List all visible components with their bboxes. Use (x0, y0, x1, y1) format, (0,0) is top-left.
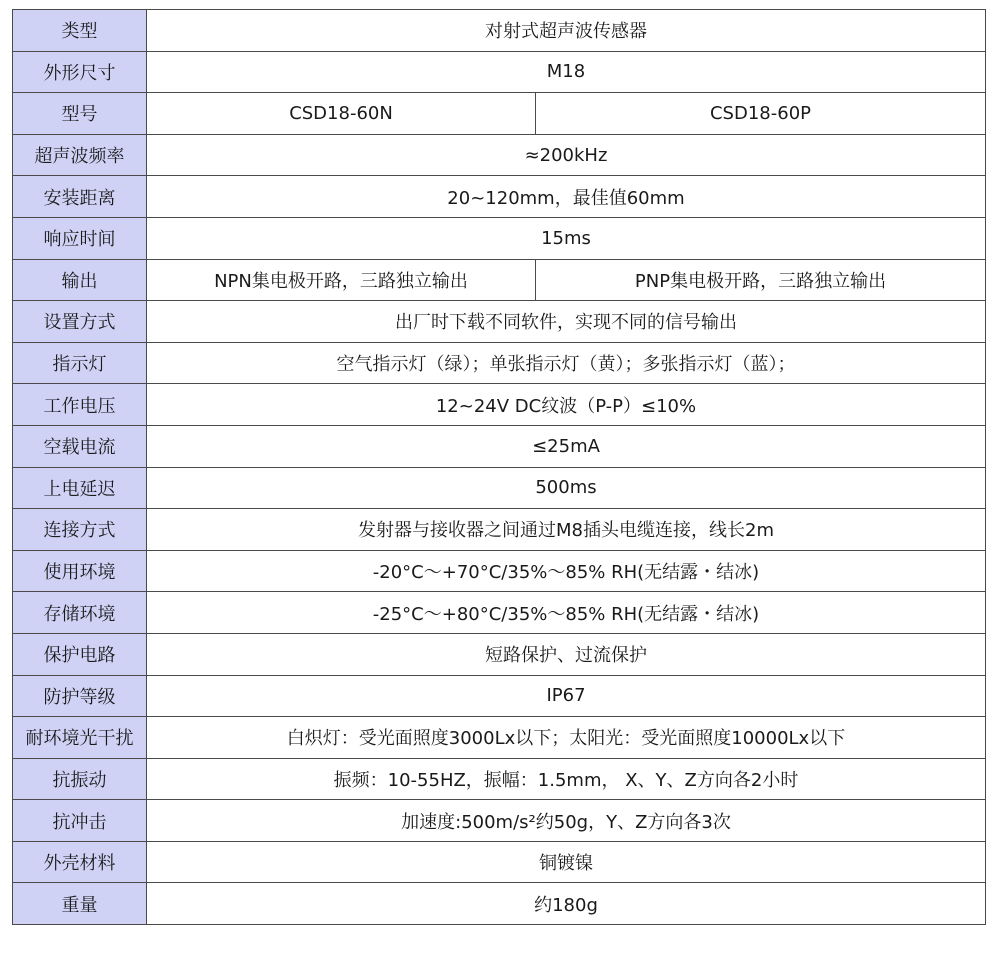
table-row (13, 758, 986, 800)
table-row (13, 841, 986, 883)
spec-value: M18 (147, 51, 986, 93)
spec-value: CSD18-60N (147, 93, 536, 135)
table-row (13, 633, 986, 675)
spec-value: CSD18-60P (536, 93, 986, 135)
spec-label: 保护电路 (13, 633, 147, 675)
spec-value: 加速度:500m/s²约50g，Y、Z方向各3次 (147, 800, 986, 842)
spec-label: 外形尺寸 (13, 51, 147, 93)
table-row (13, 301, 986, 343)
spec-value: 铜镀镍 (147, 841, 986, 883)
spec-label: 型号 (13, 93, 147, 135)
spec-value: ≤25mA (147, 425, 986, 467)
table-row (13, 800, 986, 842)
spec-label: 安装距离 (13, 176, 147, 218)
spec-label: 耐环境光干扰 (13, 717, 147, 759)
spec-label: 输出 (13, 259, 147, 301)
spec-value: PNP集电极开路，三路独立输出 (536, 259, 986, 301)
spec-value: 15ms (147, 217, 986, 259)
spec-value: 20~120mm，最佳值60mm (147, 176, 986, 218)
spec-label: 重量 (13, 883, 147, 925)
table-row (13, 342, 986, 384)
table-row (13, 717, 986, 759)
spec-table-body (13, 10, 986, 925)
spec-label: 超声波频率 (13, 134, 147, 176)
table-row (13, 217, 986, 259)
table-row (13, 259, 986, 301)
spec-value: NPN集电极开路，三路独立输出 (147, 259, 536, 301)
spec-value: 500ms (147, 467, 986, 509)
spec-table (12, 9, 986, 925)
spec-value: ≈200kHz (147, 134, 986, 176)
spec-label: 指示灯 (13, 342, 147, 384)
spec-value: 白炽灯：受光面照度3000Lx以下；太阳光：受光面照度10000Lx以下 (147, 717, 986, 759)
table-row (13, 176, 986, 218)
spec-label: 抗振动 (13, 758, 147, 800)
table-row (13, 883, 986, 925)
spec-value: -20°C～+70°C/35%～85% RH(无结露・结冰) (147, 550, 986, 592)
spec-value: 出厂时下载不同软件，实现不同的信号输出 (147, 301, 986, 343)
table-row (13, 550, 986, 592)
spec-label: 上电延迟 (13, 467, 147, 509)
spec-label: 外壳材料 (13, 841, 147, 883)
spec-value: 短路保护、过流保护 (147, 633, 986, 675)
table-row (13, 592, 986, 634)
table-row (13, 10, 986, 52)
table-row (13, 93, 986, 135)
table-row (13, 467, 986, 509)
spec-label: 连接方式 (13, 509, 147, 551)
spec-value: 对射式超声波传感器 (147, 10, 986, 52)
table-row (13, 51, 986, 93)
spec-value: -25°C～+80°C/35%～85% RH(无结露・结冰) (147, 592, 986, 634)
spec-label: 抗冲击 (13, 800, 147, 842)
spec-label: 存储环境 (13, 592, 147, 634)
spec-value: 发射器与接收器之间通过M8插头电缆连接，线长2m (147, 509, 986, 551)
spec-label: 响应时间 (13, 217, 147, 259)
spec-label: 工作电压 (13, 384, 147, 426)
table-row (13, 675, 986, 717)
spec-label: 类型 (13, 10, 147, 52)
spec-value: 12~24V DC纹波（P-P）≤10% (147, 384, 986, 426)
table-row (13, 425, 986, 467)
table-row (13, 509, 986, 551)
table-row (13, 134, 986, 176)
spec-label: 设置方式 (13, 301, 147, 343)
spec-label: 防护等级 (13, 675, 147, 717)
spec-label: 空载电流 (13, 425, 147, 467)
table-row (13, 384, 986, 426)
spec-value: 振频：10-55HZ，振幅：1.5mm， X、Y、Z方向各2小时 (147, 758, 986, 800)
spec-label: 使用环境 (13, 550, 147, 592)
spec-value: 约180g (147, 883, 986, 925)
spec-value: IP67 (147, 675, 986, 717)
spec-value: 空气指示灯（绿）；单张指示灯（黄）；多张指示灯（蓝）； (147, 342, 986, 384)
